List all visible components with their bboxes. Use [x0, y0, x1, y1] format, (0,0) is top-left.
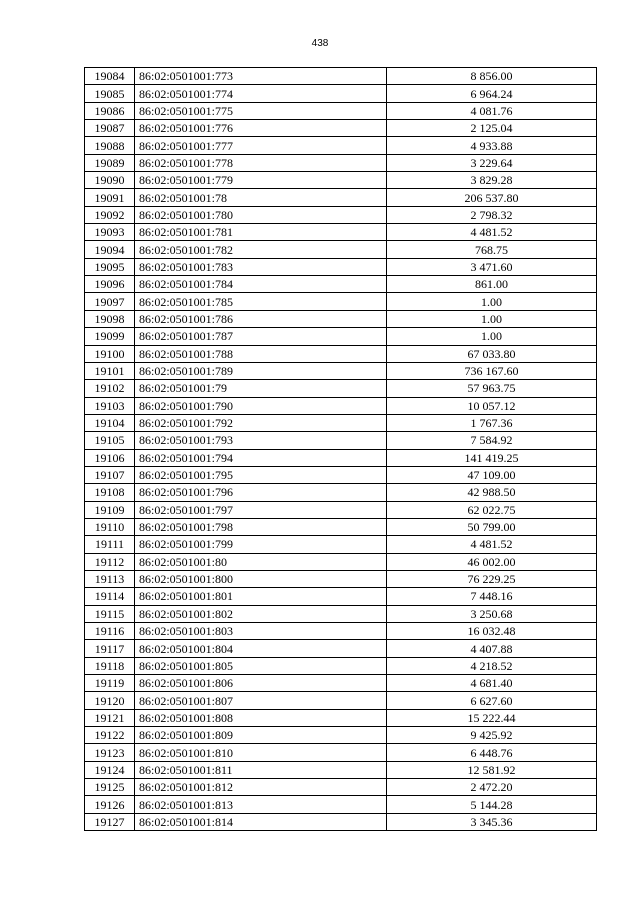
row-number-cell: 19087: [85, 120, 135, 137]
cadastral-number-cell: 86:02:0501001:778: [135, 154, 387, 171]
cadastral-number-cell: 86:02:0501001:781: [135, 224, 387, 241]
cadastral-number-cell: 86:02:0501001:787: [135, 328, 387, 345]
cadastral-value-cell: 3 250.68: [387, 605, 597, 622]
cadastral-value-cell: 3 229.64: [387, 154, 597, 171]
row-number-cell: 19091: [85, 189, 135, 206]
cadastral-value-cell: 4 933.88: [387, 137, 597, 154]
cadastral-value-cell: 16 032.48: [387, 623, 597, 640]
cadastral-number-cell: 86:02:0501001:776: [135, 120, 387, 137]
cadastral-value-cell: 15 222.44: [387, 709, 597, 726]
cadastral-value-cell: 2 125.04: [387, 120, 597, 137]
row-number-cell: 19095: [85, 258, 135, 275]
cadastral-value-cell: 1 767.36: [387, 414, 597, 431]
table-row: [85, 501, 597, 518]
cadastral-value-cell: 62 022.75: [387, 501, 597, 518]
table-row: [85, 276, 597, 293]
cadastral-value-cell: 4 481.52: [387, 224, 597, 241]
cadastral-value-cell: 42 988.50: [387, 484, 597, 501]
cadastral-number-cell: 86:02:0501001:800: [135, 570, 387, 587]
cadastral-number-cell: 86:02:0501001:80: [135, 553, 387, 570]
row-number-cell: 19125: [85, 779, 135, 796]
cadastral-number-cell: 86:02:0501001:780: [135, 206, 387, 223]
cadastral-number-cell: 86:02:0501001:783: [135, 258, 387, 275]
table-row: [85, 432, 597, 449]
cadastral-number-cell: 86:02:0501001:786: [135, 310, 387, 327]
row-number-cell: 19100: [85, 345, 135, 362]
cadastral-number-cell: 86:02:0501001:795: [135, 466, 387, 483]
table-row: [85, 813, 597, 830]
cadastral-value-cell: 1.00: [387, 293, 597, 310]
table-row: [85, 310, 597, 327]
row-number-cell: 19127: [85, 813, 135, 830]
cadastral-value-cell: 57 963.75: [387, 380, 597, 397]
row-number-cell: 19099: [85, 328, 135, 345]
row-number-cell: 19103: [85, 397, 135, 414]
table-row: [85, 675, 597, 692]
row-number-cell: 19088: [85, 137, 135, 154]
row-number-cell: 19122: [85, 727, 135, 744]
page-number: 438: [311, 38, 329, 49]
cadastral-value-cell: 141 419.25: [387, 449, 597, 466]
table-row: [85, 553, 597, 570]
table-row: [85, 449, 597, 466]
cadastral-value-cell: 861.00: [387, 276, 597, 293]
table-row: [85, 692, 597, 709]
cadastral-value-cell: 3 345.36: [387, 813, 597, 830]
table-row: [85, 605, 597, 622]
cadastral-number-cell: 86:02:0501001:806: [135, 675, 387, 692]
cadastral-number-cell: 86:02:0501001:78: [135, 189, 387, 206]
table-row: [85, 206, 597, 223]
cadastral-number-cell: 86:02:0501001:805: [135, 657, 387, 674]
row-number-cell: 19089: [85, 154, 135, 171]
cadastral-number-cell: 86:02:0501001:802: [135, 605, 387, 622]
cadastral-value-cell: 46 002.00: [387, 553, 597, 570]
table-row: [85, 345, 597, 362]
cadastral-number-cell: 86:02:0501001:801: [135, 588, 387, 605]
cadastral-value-cell: 47 109.00: [387, 466, 597, 483]
table-row: [85, 120, 597, 137]
table-row: [85, 744, 597, 761]
row-number-cell: 19098: [85, 310, 135, 327]
cadastral-number-cell: 86:02:0501001:812: [135, 779, 387, 796]
cadastral-value-cell: 6 627.60: [387, 692, 597, 709]
row-number-cell: 19084: [85, 68, 135, 85]
cadastral-number-cell: 86:02:0501001:811: [135, 761, 387, 778]
row-number-cell: 19106: [85, 449, 135, 466]
cadastral-number-cell: 86:02:0501001:779: [135, 172, 387, 189]
row-number-cell: 19126: [85, 796, 135, 813]
cadastral-number-cell: 86:02:0501001:792: [135, 414, 387, 431]
cadastral-number-cell: 86:02:0501001:814: [135, 813, 387, 830]
table-row: [85, 189, 597, 206]
row-number-cell: 19108: [85, 484, 135, 501]
row-number-cell: 19116: [85, 623, 135, 640]
cadastral-number-cell: 86:02:0501001:803: [135, 623, 387, 640]
table-row: [85, 397, 597, 414]
cadastral-value-cell: 10 057.12: [387, 397, 597, 414]
row-number-cell: 19101: [85, 362, 135, 379]
cadastral-number-cell: 86:02:0501001:774: [135, 85, 387, 102]
cadastral-value-cell: 50 799.00: [387, 518, 597, 535]
table-row: [85, 484, 597, 501]
cadastral-value-cell: 1.00: [387, 328, 597, 345]
table-row: [85, 137, 597, 154]
row-number-cell: 19111: [85, 536, 135, 553]
cadastral-number-cell: 86:02:0501001:790: [135, 397, 387, 414]
cadastral-number-cell: 86:02:0501001:79: [135, 380, 387, 397]
row-number-cell: 19093: [85, 224, 135, 241]
cadastral-value-cell: 4 681.40: [387, 675, 597, 692]
row-number-cell: 19104: [85, 414, 135, 431]
table-row: [85, 362, 597, 379]
cadastral-value-cell: 6 964.24: [387, 85, 597, 102]
row-number-cell: 19107: [85, 466, 135, 483]
cadastral-number-cell: 86:02:0501001:773: [135, 68, 387, 85]
table-row: [85, 68, 597, 85]
row-number-cell: 19118: [85, 657, 135, 674]
table-row: [85, 466, 597, 483]
cadastral-value-cell: 67 033.80: [387, 345, 597, 362]
row-number-cell: 19124: [85, 761, 135, 778]
cadastral-number-cell: 86:02:0501001:789: [135, 362, 387, 379]
cadastral-number-cell: 86:02:0501001:809: [135, 727, 387, 744]
table-row: [85, 657, 597, 674]
cadastral-number-cell: 86:02:0501001:807: [135, 692, 387, 709]
row-number-cell: 19092: [85, 206, 135, 223]
cadastral-value-cell: 8 856.00: [387, 68, 597, 85]
cadastral-number-cell: 86:02:0501001:808: [135, 709, 387, 726]
cadastral-value-cell: 9 425.92: [387, 727, 597, 744]
table-body: [85, 68, 597, 831]
row-number-cell: 19086: [85, 102, 135, 119]
table-row: [85, 172, 597, 189]
cadastral-value-cell: 3 829.28: [387, 172, 597, 189]
cadastral-value-cell: 736 167.60: [387, 362, 597, 379]
table-row: [85, 328, 597, 345]
cadastral-value-table: [84, 67, 597, 831]
cadastral-value-cell: 7 448.16: [387, 588, 597, 605]
table-row: [85, 727, 597, 744]
table-row: [85, 85, 597, 102]
row-number-cell: 19115: [85, 605, 135, 622]
cadastral-value-cell: 1.00: [387, 310, 597, 327]
row-number-cell: 19121: [85, 709, 135, 726]
cadastral-number-cell: 86:02:0501001:810: [135, 744, 387, 761]
row-number-cell: 19109: [85, 501, 135, 518]
cadastral-value-cell: 5 144.28: [387, 796, 597, 813]
row-number-cell: 19090: [85, 172, 135, 189]
cadastral-number-cell: 86:02:0501001:777: [135, 137, 387, 154]
table-row: [85, 570, 597, 587]
row-number-cell: 19094: [85, 241, 135, 258]
row-number-cell: 19123: [85, 744, 135, 761]
cadastral-value-cell: 76 229.25: [387, 570, 597, 587]
cadastral-value-cell: 768.75: [387, 241, 597, 258]
row-number-cell: 19117: [85, 640, 135, 657]
table-row: [85, 536, 597, 553]
cadastral-number-cell: 86:02:0501001:796: [135, 484, 387, 501]
table-row: [85, 761, 597, 778]
row-number-cell: 19085: [85, 85, 135, 102]
cadastral-value-cell: 12 581.92: [387, 761, 597, 778]
row-number-cell: 19120: [85, 692, 135, 709]
table-row: [85, 102, 597, 119]
row-number-cell: 19097: [85, 293, 135, 310]
cadastral-number-cell: 86:02:0501001:813: [135, 796, 387, 813]
cadastral-value-cell: 3 471.60: [387, 258, 597, 275]
cadastral-number-cell: 86:02:0501001:799: [135, 536, 387, 553]
table-row: [85, 414, 597, 431]
cadastral-number-cell: 86:02:0501001:775: [135, 102, 387, 119]
table-row: [85, 623, 597, 640]
table-row: [85, 380, 597, 397]
cadastral-number-cell: 86:02:0501001:798: [135, 518, 387, 535]
table-row: [85, 796, 597, 813]
cadastral-value-cell: 206 537.80: [387, 189, 597, 206]
cadastral-value-cell: 4 407.88: [387, 640, 597, 657]
cadastral-value-cell: 6 448.76: [387, 744, 597, 761]
cadastral-number-cell: 86:02:0501001:785: [135, 293, 387, 310]
cadastral-number-cell: 86:02:0501001:794: [135, 449, 387, 466]
table-row: [85, 224, 597, 241]
cadastral-number-cell: 86:02:0501001:793: [135, 432, 387, 449]
table-row: [85, 258, 597, 275]
cadastral-number-cell: 86:02:0501001:784: [135, 276, 387, 293]
cadastral-value-cell: 2 472.20: [387, 779, 597, 796]
cadastral-value-cell: 4 218.52: [387, 657, 597, 674]
cadastral-value-cell: 4 481.52: [387, 536, 597, 553]
cadastral-number-cell: 86:02:0501001:797: [135, 501, 387, 518]
row-number-cell: 19102: [85, 380, 135, 397]
row-number-cell: 19110: [85, 518, 135, 535]
row-number-cell: 19114: [85, 588, 135, 605]
row-number-cell: 19119: [85, 675, 135, 692]
table-row: [85, 709, 597, 726]
cadastral-number-cell: 86:02:0501001:804: [135, 640, 387, 657]
cadastral-value-cell: 4 081.76: [387, 102, 597, 119]
table-row: [85, 241, 597, 258]
table-row: [85, 154, 597, 171]
table-row: [85, 640, 597, 657]
row-number-cell: 19113: [85, 570, 135, 587]
cadastral-number-cell: 86:02:0501001:782: [135, 241, 387, 258]
table-row: [85, 779, 597, 796]
row-number-cell: 19096: [85, 276, 135, 293]
cadastral-value-cell: 7 584.92: [387, 432, 597, 449]
row-number-cell: 19105: [85, 432, 135, 449]
table-row: [85, 293, 597, 310]
row-number-cell: 19112: [85, 553, 135, 570]
cadastral-number-cell: 86:02:0501001:788: [135, 345, 387, 362]
table-row: [85, 588, 597, 605]
cadastral-value-cell: 2 798.32: [387, 206, 597, 223]
table-row: [85, 518, 597, 535]
